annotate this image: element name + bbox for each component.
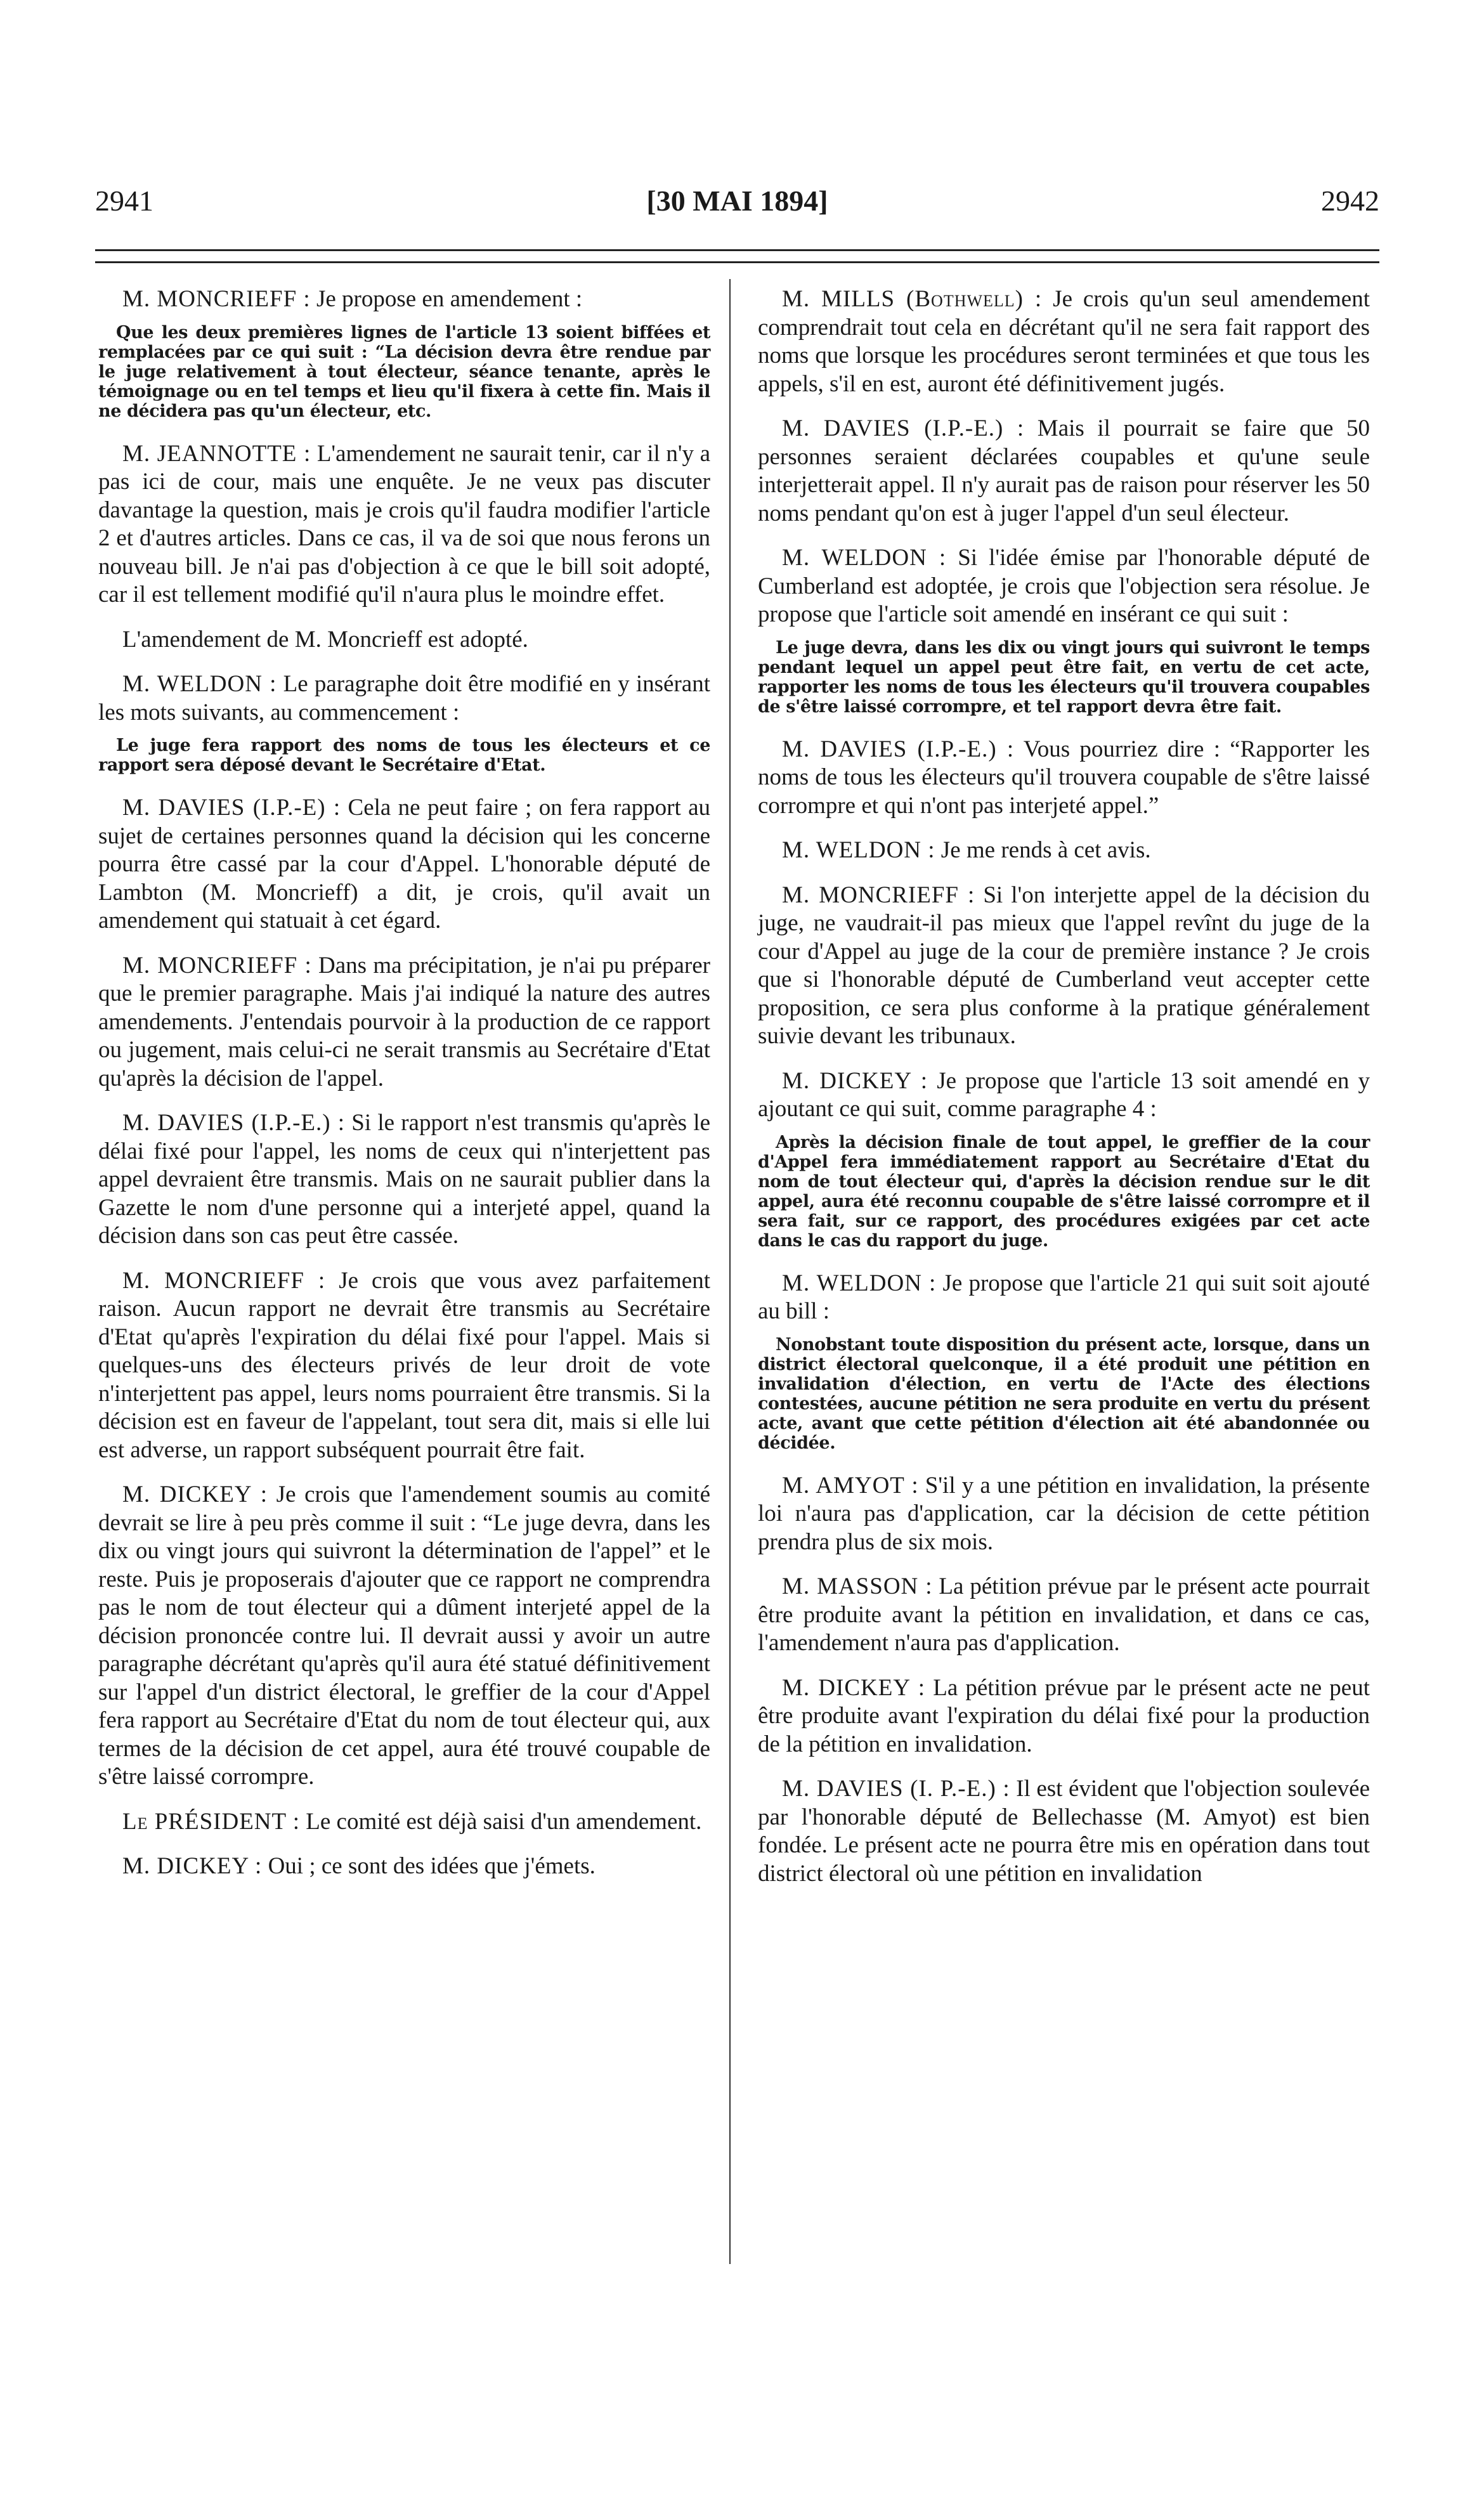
speech-text: L'amendement ne saurait tenir, car il n'y a pas ici de cour, mais une enquête. Je ne veux pas discuter davantage la question, mais je crois qu'il faudra modifier l'article 2 et d'autres articles. Dans ce cas, il va de soi que nous ferons un nouveau bill. Je n'ai pas d'objection à ce que le bill soit adopté, car il est tellement modifié qu'il n'aura plus le moindre effet. xyxy=(98,440,710,608)
speech-paragraph xyxy=(98,1852,710,1881)
speaker-name: M. MONCRIEFF : xyxy=(122,952,312,979)
speech-text: Si l'on interjette appel de la décision du juge, ne vaudrait-il pas mieux que l'appel revînt du juge de la cour d'Appel au juge de la cour de première instance ? Je crois que si l'honorable député de Cumberland veut accepter cette proposition, ce sera plus conforme à la pratique généralement suivie devant les tribunaux. xyxy=(758,882,1370,1049)
speech-paragraph xyxy=(758,1573,1370,1658)
speaker-name: M. JEANNOTTE : xyxy=(122,440,311,467)
speech-paragraph xyxy=(758,1472,1370,1557)
speech-paragraph xyxy=(758,736,1370,821)
speech-text: La pétition prévue par le présent acte pourrait être produite avant la pétition en invalidation, et dans ce cas, l'amendement n'aura pas d'application. xyxy=(758,1573,1370,1656)
speech-text: Si le rapport n'est transmis qu'après le délai fixé pour l'appel, les noms de ceux qui n'interjettent pas appel devraient être transmis. Mais on ne saurait publier dans la Gazette le nom d'une personne qui a interjeté appel, quand la décision dans son cas peut être cassée. xyxy=(98,1110,710,1249)
speech-paragraph xyxy=(758,1067,1370,1124)
quoted-amendment: Le juge devra, dans les dix ou vingt jours qui suivront le temps pendant lequel un appel peut être fait, en vertu de cet acte, rapporter les noms de tous les électeurs qu'il trouvera coupables de s'être laissé corrompre, et tel rapport devra être fait. xyxy=(758,637,1370,717)
speech-text: Oui ; ce sont des idées que j'émets. xyxy=(262,1853,596,1879)
speaker-name: M. DAVIES (I.P.-E) : xyxy=(122,795,341,821)
page-date: [30 MAI 1894] xyxy=(646,185,828,217)
speech-paragraph xyxy=(758,1270,1370,1326)
speaker-name: M. MASSON : xyxy=(782,1573,933,1599)
page-number-right: 2942 xyxy=(1321,185,1379,217)
speaker-name: M. DICKEY : xyxy=(782,1674,926,1701)
page-number-left: 2941 xyxy=(95,185,153,217)
left-column xyxy=(98,285,710,1897)
speaker-name: M. DAVIES (I.P.-E.) : xyxy=(782,736,1015,762)
speech-paragraph xyxy=(758,1674,1370,1759)
speech-text: Il est évident que l'objection soulevée par l'honorable député de Bellechasse (M. Amyot) est bien fondée. Le présent acte ne pourra être mis en opération dans tout district électoral où une pétition en invalidation xyxy=(758,1776,1370,1887)
header-rule-bottom xyxy=(95,261,1379,263)
speaker-name: M. MONCRIEFF : xyxy=(782,882,975,908)
quoted-amendment: Après la décision finale de tout appel, le greffier de la cour d'Appel fera immédiatement rapport au Secrétaire d'Etat du nom de tout électeur qui, d'après la décision rendue sur le dit appel, aura été reconnu coupable de s'être laissé corrompre et il sera fait, sur ce rapport, des procédures exigées par cet acte dans le cas du rapport du juge. xyxy=(758,1132,1370,1251)
speech-text: Si l'idée émise par l'honorable député de Cumberland est adoptée, je crois que l'objection sera résolue. Je propose que l'article soit amendé en insérant ce qui suit : xyxy=(758,545,1370,627)
speech-paragraph xyxy=(98,440,710,609)
speaker-name: M. MONCRIEFF : xyxy=(122,286,311,312)
speech-text: Je crois que vous avez parfaitement raison. Aucun rapport ne devrait être transmis au Secrétaire d'Etat qu'après l'expiration du délai fixé pour l'appel. Mais si quelques-uns des électeurs privés de leur droit de vote n'interjettent pas appel, leurs noms pourraient être transmis. Si la décision est en faveur de l'appelant, tout sera dit, mais si elle lui est adverse, un rapport subséquent pourrait être fait. xyxy=(98,1267,710,1463)
speech-text: S'il y a une pétition en invalidation, la présente loi n'aura pas d'application, car la décision de cette pétition prendra plus de six mois. xyxy=(758,1472,1370,1555)
speaker-name: M. DAVIES (I.P.-E.) : xyxy=(782,415,1025,441)
speech-paragraph xyxy=(758,1775,1370,1888)
header-rule-top xyxy=(95,249,1379,251)
speech-paragraph xyxy=(98,1267,710,1465)
quoted-amendment: Que les deux premières lignes de l'article 13 soient biffées et remplacées par ce qui suit : “La décision devra être rendue par le juge relativement à tout électeur, séance tenante, après le témoignage ou en tel temps et lieu qu'il fixera à cette fin. Mais il ne décidera pas qu'un électeur, etc. xyxy=(98,322,710,421)
speaker-name: M. WELDON : xyxy=(782,837,935,863)
speech-text: Je propose en amendement : xyxy=(310,286,583,312)
speech-text: Dans ma précipitation, je n'ai pu préparer que le premier paragraphe. Mais j'ai indiqué la nature des autres amendements. J'entendais pourvoir à la production de ce rapport ou jugement, mais celui-ci ne serait transmis au Secrétaire d'Etat qu'après la décision de l'appel. xyxy=(98,952,710,1091)
speech-paragraph xyxy=(758,285,1370,398)
speech-paragraph xyxy=(758,415,1370,528)
speech-text: Vous pourriez dire : “Rapporter les noms de tous les électeurs qu'il trouvera coupable de s'être laissé corrompre et qui n'ont pas interjeté appel.” xyxy=(758,736,1370,819)
quoted-amendment: Le juge fera rapport des noms de tous les électeurs et ce rapport sera déposé devant le Secrétaire d'Etat. xyxy=(98,736,710,775)
speech-paragraph xyxy=(98,1109,710,1251)
speech-text: Cela ne peut faire ; on fera rapport au sujet de certaines personnes quand la décision qui les concerne pourra être cassé par la cour d'Appel. L'honorable député de Lambton (M. Moncrieff) a dit, je crois, qu'il avait un amendement qui statuait à cet égard. xyxy=(98,795,710,934)
speaker-name: M. WELDON : xyxy=(122,671,277,697)
speaker-name: M. MILLS (Bothwell) : xyxy=(782,286,1043,312)
speech-paragraph xyxy=(758,882,1370,1051)
speaker-name: M. AMYOT : xyxy=(782,1472,919,1499)
speaker-name: M. DICKEY : xyxy=(782,1067,928,1094)
speaker-name: M. DICKEY : xyxy=(122,1481,268,1507)
speaker-name: M. DAVIES (I.P.-E.) : xyxy=(122,1110,346,1136)
speech-text: Je crois que l'amendement soumis au comité devrait se lire à peu près comme il suit : “Le juge devra, dans les dix ou vingt jours qui suivront la détermination de l'appel” et le reste. Puis je proposerais d'ajouter que ce rapport ne comprendra pas le nom de tout électeur qui a dûment interjeté appel de la décision prononcée contre lui. Il devrait aussi y avoir un autre paragraphe décrétant qu'après qu'il aura été statué définitivement sur l'appel d'un district électoral, le greffier de la cour d'Appel fera rapport au Secrétaire d'Etat du nom de tout électeur qui, aux termes de la décision de cet appel, aura été trouvé coupable de s'être laissé corrompre. xyxy=(98,1481,710,1790)
speech-text: La pétition prévue par le présent acte ne peut être produite avant l'expiration du délai fixé pour la production de la pétition en invalidation. xyxy=(758,1674,1370,1757)
speech-text: Je propose que l'article 21 qui suit soit ajouté au bill : xyxy=(758,1270,1370,1324)
speech-paragraph xyxy=(758,544,1370,629)
speech-paragraph xyxy=(98,952,710,1093)
paragraph: L'amendement de M. Moncrieff est adopté. xyxy=(122,626,528,653)
speaker-name: M. WELDON : xyxy=(782,1270,937,1296)
speech-text: Je me rends à cet avis. xyxy=(935,837,1151,863)
speaker-name: M. MONCRIEFF : xyxy=(122,1267,326,1294)
speaker-name: M. DAVIES (I. P.-E.) : xyxy=(782,1776,1010,1802)
speech-text: Le comité est déjà saisi d'un amendement. xyxy=(300,1808,702,1835)
speech-paragraph xyxy=(98,670,710,727)
speaker-name: M. DICKEY : xyxy=(122,1853,263,1879)
speaker-name: Le PRÉSIDENT : xyxy=(122,1808,300,1835)
speech-text: Mais il pourrait se faire que 50 personnes seraient déclarées coupables et qu'une seule interjetterait appel. Il n'y aurait pas de raison pour réserver les 50 noms pendant qu'on est à juger l'appel d'un seul électeur. xyxy=(758,415,1370,526)
speech-text: Je crois qu'un seul amendement comprendrait tout cela en décrétant qu'il ne sera fait rapport des noms que lorsque les procédures seront terminées et que tous les appels, s'il en est, auront été définitivement jugés. xyxy=(758,286,1370,397)
right-column xyxy=(758,285,1370,1904)
column-divider xyxy=(729,279,731,2264)
speech-paragraph xyxy=(98,285,710,314)
speech-paragraph xyxy=(98,1481,710,1792)
page-header xyxy=(95,184,1379,222)
speech-paragraph xyxy=(758,836,1370,865)
speech-paragraph xyxy=(98,1808,710,1837)
speech-text: Je propose que l'article 13 soit amendé en y ajoutant ce qui suit, comme paragraphe 4 : xyxy=(758,1067,1370,1122)
speaker-name: M. WELDON : xyxy=(782,545,947,571)
speech-paragraph xyxy=(98,794,710,935)
quoted-amendment: Nonobstant toute disposition du présent acte, lorsque, dans un district électoral quelconque, il a été produit une pétition en invalidation d'élection, en vertu de l'Acte des élections contestées, aucune pétition ne sera produite en vertu du présent acte, avant que cette pétition d'élection ait été abandonnée ou décidée. xyxy=(758,1334,1370,1453)
speech-text: Le paragraphe doit être modifié en y insérant les mots suivants, au commencement : xyxy=(98,671,710,726)
